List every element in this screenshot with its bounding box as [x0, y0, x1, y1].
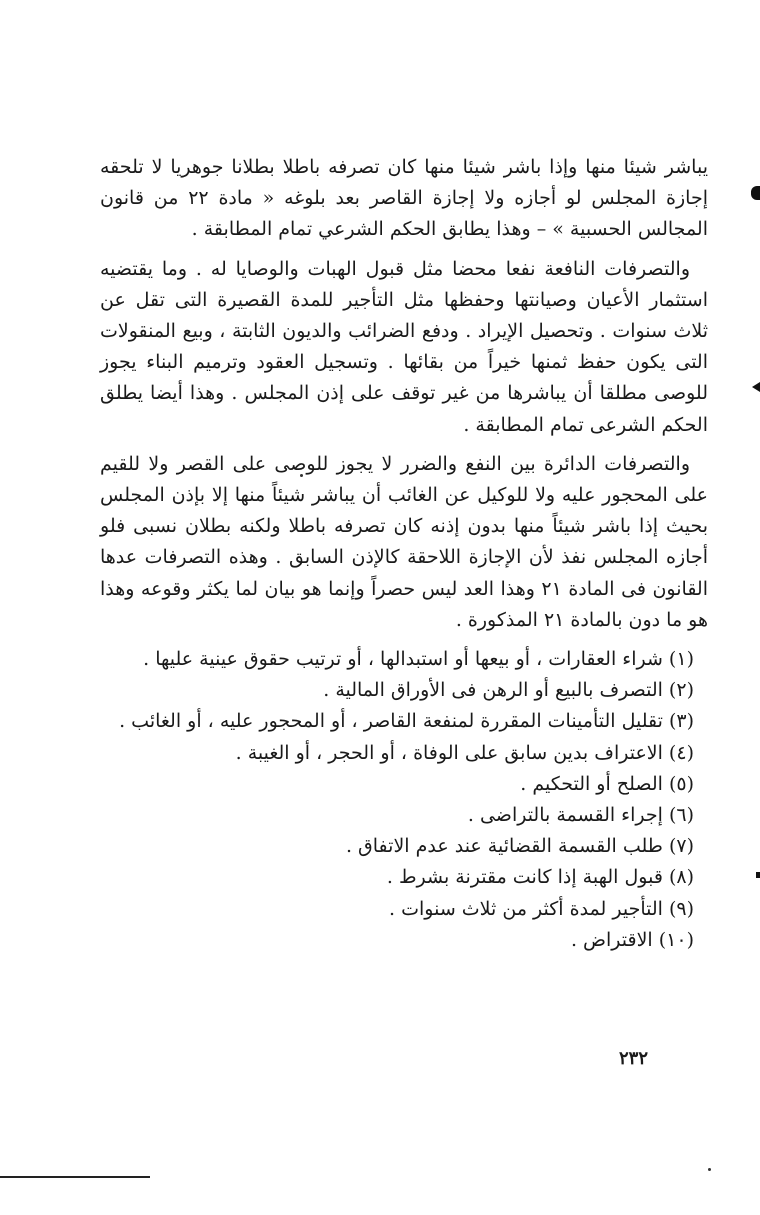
conditions-list: [100, 644, 708, 956]
list-item: (٦) إجراء القسمة بالتراضى .: [467, 804, 694, 827]
margin-ink-mark: [751, 186, 760, 200]
list-item: (١٠) الاقتراض .: [570, 928, 694, 951]
paragraph-3: والتصرفات الدائرة بين النفع والضرر لا يجوز للوصى على القصر ولا للقيم على المحجور عليه ولا للوكيل عن الغائب أن يباشر شيئاً منها إلا بإذن المجلس بحيث إذا باشر شيئاً منها بدون إذنه كان تصرفه باطلا ولكنه بطلان نسبى فلو أجازه المجلس نفذ لأن الإجازة اللاحقة كالإذن السابق . وهذه التصرفات عدها القانون فى المادة ٢١ وهذا العد ليس حصراً وإنما هو بيان لما يكثر وقوعه وهذا هو ما دون بالمادة ٢١ المذكورة .: [100, 452, 708, 631]
list-item: (٨) قبول الهبة إذا كانت مقترنة بشرط .: [386, 866, 694, 889]
list-item: (٤) الاعتراف بدين سابق على الوفاة ، أو الحجر ، أو الغيبة .: [235, 741, 694, 764]
list-item: (٢) التصرف بالبيع أو الرهن فى الأوراق المالية .: [323, 679, 694, 702]
list-item: (٧) طلب القسمة القضائية عند عدم الاتفاق .: [345, 835, 694, 858]
list-item: (٥) الصلح أو التحكيم .: [520, 772, 694, 795]
list-item: (٩) التأجير لمدة أكثر من ثلاث سنوات .: [389, 897, 694, 920]
footer-rule: [0, 1176, 150, 1178]
list-item: (٣) تقليل التأمينات المقررة لمنفعة القاصر ، أو المحجور عليه ، أو الغائب .: [119, 710, 694, 733]
ink-speck: [708, 1168, 711, 1171]
paragraph-2: والتصرفات النافعة نفعا محضا مثل قبول الهبات والوصايا له . وما يقتضيه استثمار الأعيان وصيانتها وحفظها مثل التأجير للمدة القصيرة التى تقل عن ثلاث سنوات . وتحصيل الإيراد . ودفع الضرائب والديون الثابتة ، وبيع المنقولات التى يكون حفظ ثمنها خيراً من بقائها . وتسجيل العقود وترميم البناء يجوز للوصى مطلقا أن يباشرها من غير توقف على إذن المجلس . وهذا أيضا يطلق الحكم الشرعى تمام المطابقة .: [100, 257, 708, 436]
list-item: (١) شراء العقارات ، أو بيعها أو استبدالها ، أو ترتيب حقوق عينية عليها .: [143, 648, 694, 671]
margin-arrow-mark: [752, 382, 760, 392]
margin-ink-mark: [756, 872, 760, 878]
page-number: ٢٣٢: [618, 1048, 648, 1069]
paragraph-1: يباشر شيئا منها وإذا باشر شيئا منها كان تصرفه باطلا بطلانا جوهريا لا تلحقه إجازة المجلس لو أجازه ولا إجازة القاصر بعد بلوغه « مادة ٢٢ من قانون المجالس الحسبية » – وهذا يطابق الحكم الشرعي تمام المطابقة .: [100, 156, 708, 241]
body-text: [100, 152, 708, 956]
